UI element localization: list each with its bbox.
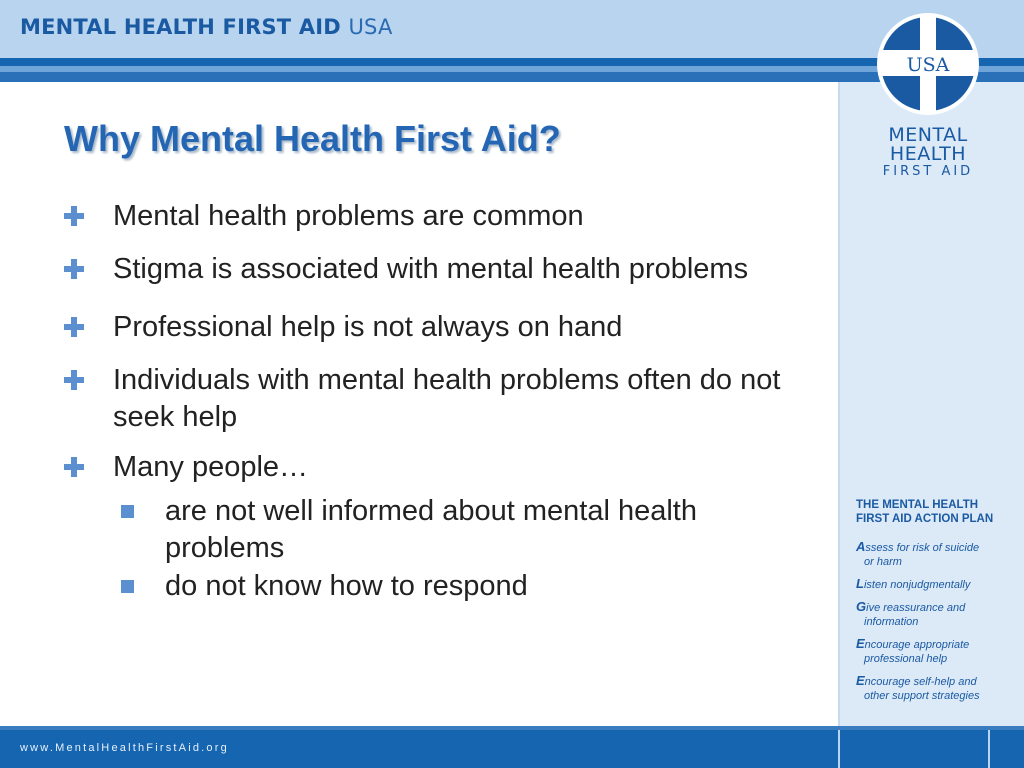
- square-bullet-icon: [121, 580, 134, 593]
- step-letter: G: [856, 599, 867, 614]
- plus-icon: [64, 317, 84, 337]
- header-stripe: [0, 72, 1024, 82]
- step-text-cont: information: [864, 616, 919, 628]
- sidebar-divider: [838, 82, 840, 726]
- action-plan-heading: THE MENTAL HEALTH FIRST AID ACTION PLAN: [856, 499, 994, 525]
- step-text-cont: professional help: [864, 653, 948, 665]
- plus-icon: [64, 206, 84, 226]
- footer-divider: [838, 730, 840, 768]
- action-plan-step: [856, 674, 1016, 703]
- step-text-cont: other support strategies: [864, 690, 980, 702]
- square-bullet-icon: [121, 505, 134, 518]
- header-stripe: [0, 58, 1024, 66]
- header-brand-suffix: USA: [348, 15, 393, 39]
- step-text: isten nonjudgmentally: [863, 579, 971, 591]
- step-text-cont: or harm: [864, 556, 902, 568]
- logo-text: USA: [906, 54, 950, 76]
- action-plan-step: [856, 540, 1016, 569]
- bullet-text: Mental health problems are common: [113, 200, 584, 232]
- brand-line: MENTAL: [888, 124, 968, 146]
- action-plan-step: [856, 577, 1016, 592]
- sub-bullet-text: are not well informed about mental health problems: [165, 495, 697, 564]
- brand-line: FIRST AID: [882, 164, 974, 179]
- bullet-text: Professional help is not always on hand: [113, 311, 623, 343]
- step-text: ive reassurance and: [866, 602, 966, 614]
- brand-line: HEALTH: [889, 143, 967, 165]
- action-plan-step: [856, 637, 1016, 666]
- brand-block: [858, 126, 998, 179]
- sub-bullet-text: do not know how to respond: [165, 570, 528, 602]
- slide-title: Why Mental Health First Aid?: [64, 118, 561, 159]
- bullet-text: Stigma is associated with mental health problems: [113, 253, 749, 285]
- logo-cross-icon: [876, 12, 980, 116]
- plus-icon: [64, 457, 84, 477]
- step-letter: A: [856, 539, 866, 554]
- action-plan-step: [856, 600, 1016, 629]
- footer-url-link[interactable]: www.MentalHealthFirstAid.org: [20, 742, 229, 754]
- step-text: ssess for risk of suicide: [865, 542, 980, 554]
- step-letter: E: [856, 636, 865, 651]
- bullet-text: Many people…: [113, 451, 309, 483]
- footer-divider: [988, 730, 990, 768]
- action-plan: [856, 498, 1016, 703]
- step-text: ncourage self-help and: [864, 676, 977, 688]
- plus-icon: [64, 370, 84, 390]
- step-letter: L: [856, 576, 864, 591]
- step-text: ncourage appropriate: [864, 639, 970, 651]
- step-letter: E: [856, 673, 865, 688]
- header-brand-main: MENTAL HEALTH FIRST AID: [20, 15, 341, 39]
- header-brand: [20, 15, 393, 39]
- bullet-text: Individuals with mental health problems often do not seek help: [113, 364, 781, 433]
- plus-icon: [64, 259, 84, 279]
